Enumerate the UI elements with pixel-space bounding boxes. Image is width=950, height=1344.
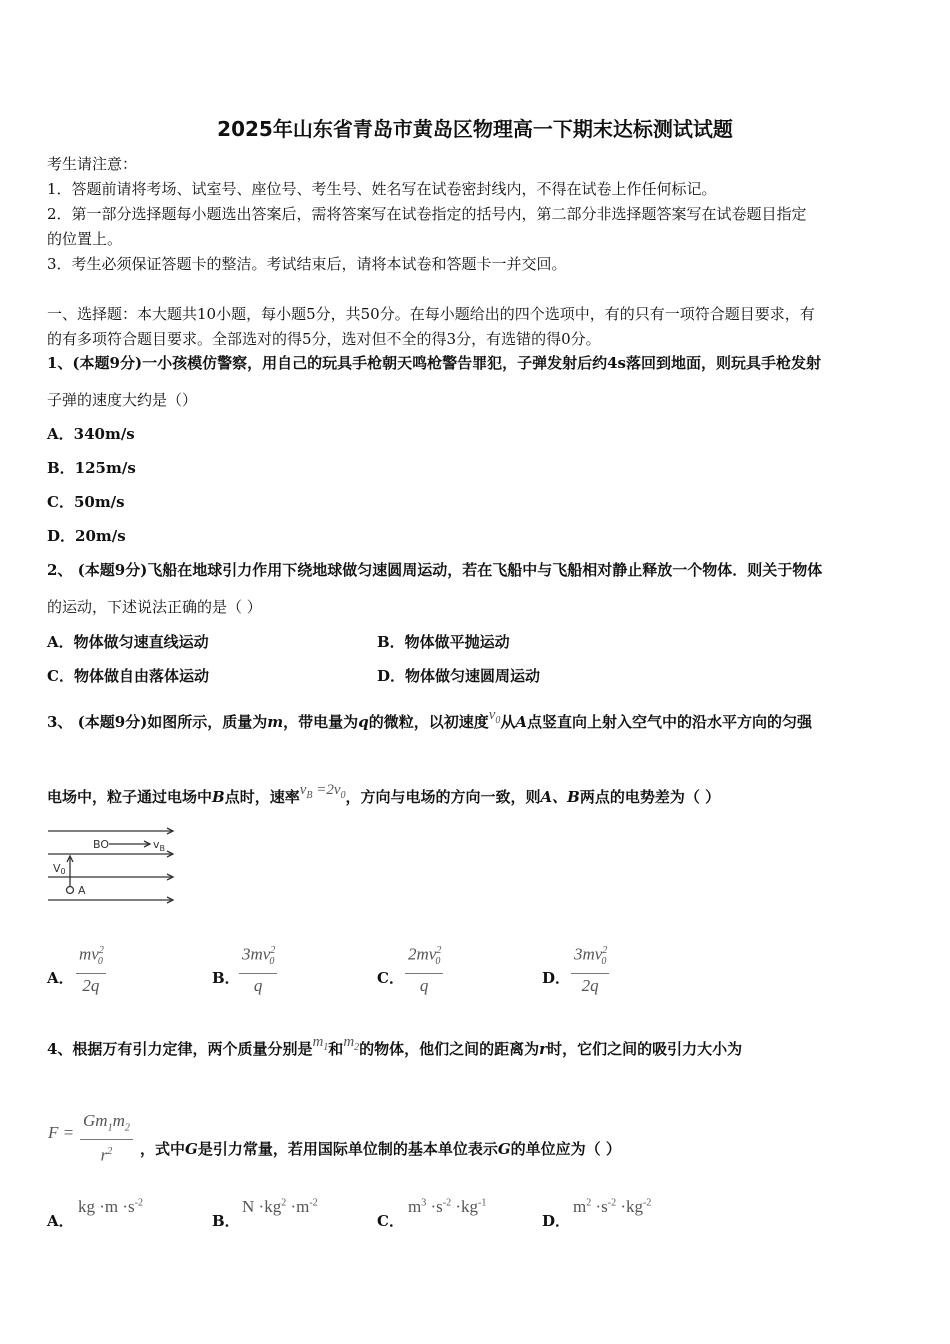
q4-option-c-unit: $m^3 \cdot s^{-2} \cdot kg^{-1}$: [408, 1197, 487, 1216]
q1-option-d: D．20m/s: [47, 527, 126, 545]
q2-option-c: C．物体做自由落体运动: [47, 667, 209, 685]
b-label: BO: [93, 838, 110, 851]
m2-symbol: $m_2$: [343, 1034, 360, 1053]
q3-option-d-fraction: $\frac{3mv^2_0}{2q}$: [571, 940, 609, 998]
v0-symbol: $v_0$: [488, 707, 501, 726]
q3-stem-1: 3、 (本题9分)如图所示，质量为m，带电量为q的微粒，以初速度$v_0$从A点竖直向上射入空气中的沿水平方向的匀强: [47, 707, 813, 731]
notice-item-1: 1．答题前请将考场、试室号、座位号、考生号、姓名写在试卷密封线内，不得在试卷上作任何标记。: [47, 180, 717, 198]
notice-item-2-cont: 的位置上。: [47, 230, 123, 248]
notice-heading: 考生请注意：: [47, 155, 138, 173]
q4-option-b-label: B．: [212, 1212, 240, 1230]
q1-option-a: A．340m/s: [47, 425, 135, 443]
q3-option-c-label: C．: [377, 969, 404, 987]
a-label: A: [78, 884, 86, 897]
q4-option-d-label: D．: [542, 1212, 571, 1230]
q2-stem-2: 的运动，下述说法正确的是（ ）: [47, 598, 262, 616]
q4-option-a-unit: kg $\cdot m \cdot s^{-2}$: [78, 1197, 144, 1216]
q2-option-a: A．物体做匀速直线运动: [47, 633, 209, 651]
q4-stem-1: 4、根据万有引力定律，两个质量分别是$m_1$和$m_2$的物体，他们之间的距离为r时，它们之间的吸引力大小为: [47, 1034, 743, 1058]
q3-option-a-label: A．: [47, 969, 74, 987]
q3-option-c-fraction: $\frac{2mv^2_0}{q}$: [405, 940, 443, 998]
section-instructions-2: 的有多项符合题目要求。全部选对的得5分，选对但不全的得3分，有选错的得0分。: [47, 330, 601, 348]
q2-option-d: D．物体做匀速圆周运动: [377, 667, 541, 685]
q4-option-b-unit: $N \cdot kg^2 \cdot m^{-2}$: [242, 1197, 318, 1216]
notice-item-3: 3．考生必须保证答题卡的整洁。考试结束后，请将本试卷和答题卡一并交回。: [47, 255, 567, 273]
gravity-formula-f: F =: [48, 1123, 75, 1142]
q4-option-d-unit: $m^2 \cdot s^{-2} \cdot kg^{-2}$: [573, 1197, 652, 1216]
page-title: 2025年山东省青岛市黄岛区物理高一下期末达标测试试题: [217, 117, 733, 141]
v0-label: V0: [53, 862, 66, 876]
q4-stem-2: ，式中G是引力常量，若用国际单位制的基本单位表示G的单位应为（ ）: [140, 1140, 621, 1158]
q1-option-b: B．125m/s: [47, 459, 136, 477]
q1-stem-2: 子弹的速度大约是（）: [47, 391, 198, 409]
notice-item-2: 2．第一部分选择题每小题选出答案后，需将答案写在试卷指定的括号内，第二部分非选择题答案写在试卷题目指定: [47, 205, 807, 223]
q2-stem-1: 2、 (本题9分)飞船在地球引力作用下绕地球做匀速圆周运动，若在飞船中与飞船相对静止释放一个物体．则关于物体: [47, 561, 823, 579]
q3-stem-2: 电场中，粒子通过电场中B点时，速率$v_B =2v_0$，方向与电场的方向一致，则A、B两点的电势差为（ ）: [47, 782, 721, 806]
vb-label: $v_B$: [153, 838, 166, 853]
q4-option-a-label: A．: [47, 1212, 74, 1230]
q3-option-b-fraction: $\frac{3mv^2_0}{q}$: [239, 940, 277, 998]
q1-stem-1: 1、(本题9分)一小孩模仿警察，用自己的玩具手枪朝天鸣枪警告罪犯，子弹发射后约4s落回到地面，则玩具手枪发射: [47, 354, 821, 372]
q3-option-d-label: D．: [542, 969, 571, 987]
field-diagram: [45, 826, 180, 908]
gravity-formula-fraction: $\frac{Gm_1m_2}{r^2}$: [80, 1110, 133, 1168]
vb-equation: $v_B =2v_0$: [299, 782, 346, 801]
section-instructions-1: 一、选择题：本大题共10小题，每小题5分，共50分。在每小题给出的四个选项中，有的只有一项符合题目要求，有: [47, 305, 815, 323]
q1-option-c: C．50m/s: [47, 493, 125, 511]
q2-option-b: B．物体做平抛运动: [377, 633, 510, 651]
point-a: [67, 887, 74, 894]
q4-option-c-label: C．: [377, 1212, 404, 1230]
q3-option-b-label: B．: [212, 969, 240, 987]
q3-option-a-fraction: $\frac{mv^2_0}{2q}$: [76, 940, 106, 998]
m1-symbol: $m_1$: [312, 1034, 329, 1053]
